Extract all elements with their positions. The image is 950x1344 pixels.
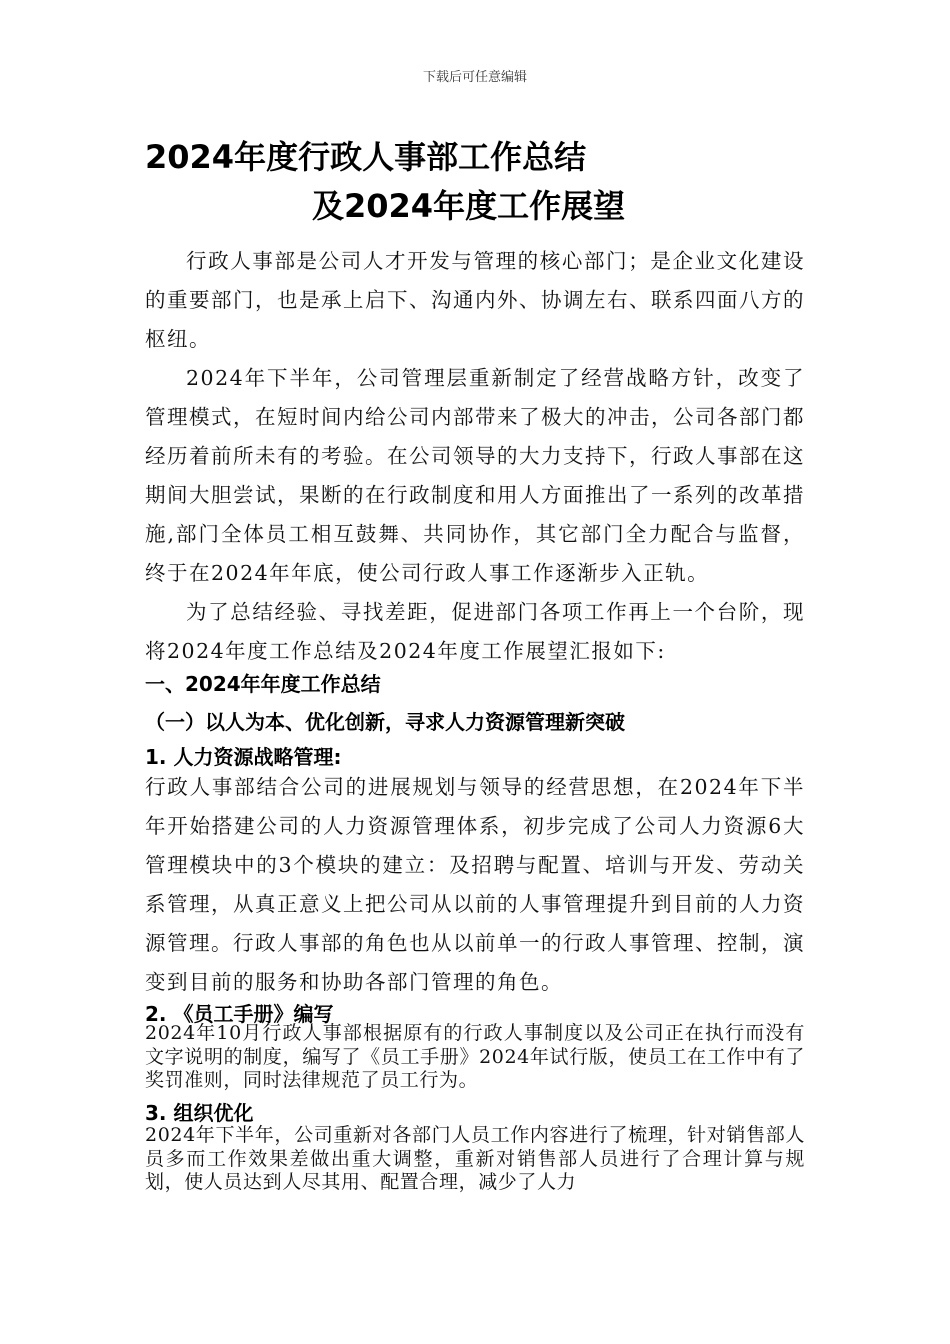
item-text-3: 2024年下半年，公司重新对各部门人员工作内容进行了梳理，针对销售部人员多而工作效果差做出重大调整，重新对销售部人员进行了合理计算与规划，使人员达到人尽其用、配置合理，减少了人力 xyxy=(145,1124,805,1193)
section-heading-1: 一、2024年年度工作总结 xyxy=(145,672,381,696)
document-title-line-2: 及2024年度工作展望 xyxy=(312,187,626,225)
item-text-1: 行政人事部结合公司的进展规划与领导的经营思想，在2024年下半年开始搭建公司的人力资源管理体系，初步完成了公司人力资源6大管理模块中的3个模块的建立：及招聘与配置、培训与开发、劳动关系管理，从真正意义上把公司从以前的人事管理提升到目前的人力资源管理。行政人事部的角色也从以前单一的行政人事管理、控制，演变到目前的服务和协助各部门管理的角色。 xyxy=(145,775,805,994)
item-text-2: 2024年10月行政人事部根据原有的行政人事制度以及公司正在执行而没有文字说明的制度，编写了《员工手册》2024年试行版，使员工在工作中有了奖罚准则，同时法律规范了员工行为。 xyxy=(145,1022,805,1091)
subsection-heading-1: （一）以人为本、优化创新，寻求人力资源管理新突破 xyxy=(145,710,625,734)
item-heading-1: 1. 人力资源战略管理: xyxy=(145,745,342,769)
item-heading-2: 2. 《员工手册》编写 xyxy=(145,1002,334,1026)
intro-paragraph-2: 2024年下半年，公司管理层重新制定了经营战略方针，改变了管理模式，在短时间内给公司内部带来了极大的冲击，公司各部门都经历着前所未有的考验。在公司领导的大力支持下，行政人事部在这期间大胆尝试，果断的在行政制度和用人方面推出了一系列的改革措施,部门全体员工相互鼓舞、共同协作，其它部门全力配合与监督，终于在2024年年底，使公司行政人事工作逐渐步入正轨。 xyxy=(145,366,805,585)
item-heading-3: 3. 组织优化 xyxy=(145,1101,254,1125)
intro-paragraph-1: 行政人事部是公司人才开发与管理的核心部门；是企业文化建设的重要部门，也是承上启下、沟通内外、协调左右、联系四面八方的枢纽。 xyxy=(145,249,805,351)
page-header: 下载后可任意编辑 xyxy=(422,70,527,85)
document-title-line-1: 2024年度行政人事部工作总结 xyxy=(145,138,587,176)
intro-paragraph-3: 为了总结经验、寻找差距，促进部门各项工作再上一个台阶，现将2024年度工作总结及2024年度工作展望汇报如下: xyxy=(145,600,805,663)
